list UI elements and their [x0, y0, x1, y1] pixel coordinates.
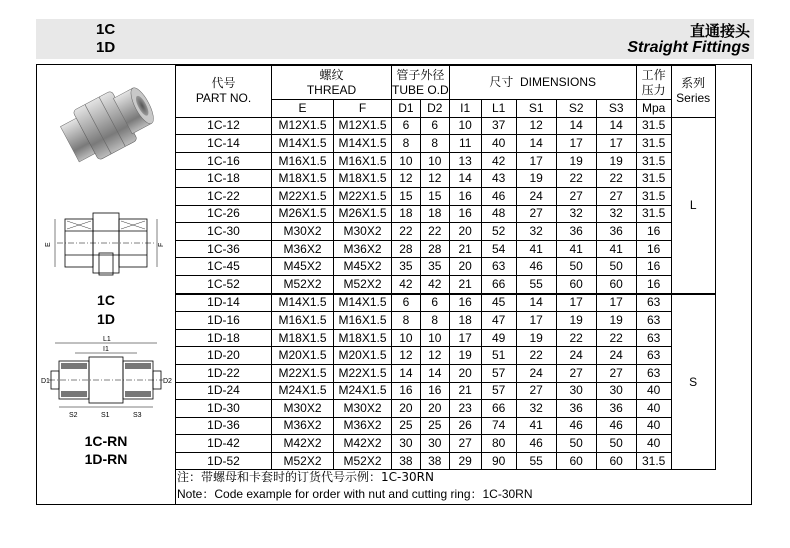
- table-cell: 27: [516, 205, 556, 223]
- part-number-cell: 1C-30: [176, 223, 272, 241]
- table-cell: M42X2: [272, 435, 334, 453]
- table-cell: 20: [449, 364, 481, 382]
- table-row: [176, 258, 716, 276]
- table-cell: 40: [481, 135, 516, 153]
- table-cell: 27: [449, 435, 481, 453]
- drawings-panel: [37, 65, 176, 504]
- dimensions-header: [449, 66, 636, 100]
- table-row: [176, 187, 716, 205]
- tube-od-header-en: TUBE O.D: [392, 82, 449, 97]
- table-cell: 63: [636, 294, 671, 312]
- table-cell: 36: [556, 223, 596, 241]
- part-number-cell: 1C-26: [176, 205, 272, 223]
- part-number-cell: 1C-12: [176, 117, 272, 135]
- table-cell: 80: [481, 435, 516, 453]
- series-cell: S: [671, 294, 715, 470]
- table-cell: 41: [596, 240, 636, 258]
- table-cell: 21: [449, 275, 481, 293]
- table-cell: 50: [596, 258, 636, 276]
- table-cell: 20: [449, 223, 481, 241]
- part-number-cell: 1D-20: [176, 347, 272, 365]
- table-cell: M22X1.5: [272, 187, 334, 205]
- table-cell: 30: [556, 382, 596, 400]
- section-drawing-1c: [37, 203, 175, 288]
- table-row: [176, 117, 716, 135]
- table-cell: 18: [449, 312, 481, 330]
- thread-header: [272, 66, 392, 100]
- table-cell: 17: [516, 312, 556, 330]
- col-mpa-header: Mpa: [636, 100, 671, 118]
- table-row: [176, 435, 716, 453]
- table-cell: 22: [556, 170, 596, 188]
- table-cell: 24: [516, 187, 556, 205]
- table-cell: 41: [556, 240, 596, 258]
- table-cell: 17: [556, 294, 596, 312]
- table-cell: 10: [420, 152, 449, 170]
- tube-od-header: [392, 66, 450, 100]
- table-cell: 42: [392, 275, 421, 293]
- table-cell: 22: [596, 170, 636, 188]
- table-cell: 16: [449, 205, 481, 223]
- table-cell: M36X2: [334, 240, 392, 258]
- table-cell: M52X2: [272, 275, 334, 293]
- table-row: [176, 452, 716, 470]
- table-row: [176, 347, 716, 365]
- table-cell: 48: [481, 205, 516, 223]
- table-cell: 50: [556, 258, 596, 276]
- table-cell: 13: [449, 152, 481, 170]
- table-cell: 17: [449, 329, 481, 347]
- table-cell: 22: [516, 347, 556, 365]
- col-i1-header: I1: [449, 100, 481, 118]
- table-cell: 46: [556, 417, 596, 435]
- table-cell: 20: [449, 258, 481, 276]
- table-cell: 19: [516, 170, 556, 188]
- table-cell: 40: [636, 400, 671, 418]
- part-number-cell: 1D-14: [176, 294, 272, 312]
- part-number-cell: 1C-18: [176, 170, 272, 188]
- table-cell: M36X2: [272, 417, 334, 435]
- part-number-cell: 1C-14: [176, 135, 272, 153]
- part-no-header: [176, 66, 272, 118]
- table-cell: 14: [556, 117, 596, 135]
- col-d2-header: D2: [420, 100, 449, 118]
- table-cell: 31.5: [636, 170, 671, 188]
- table-cell: 52: [481, 223, 516, 241]
- table-cell: M30X2: [334, 400, 392, 418]
- series-cell: L: [671, 117, 715, 293]
- table-cell: 12: [392, 347, 421, 365]
- col-s1-header: S1: [516, 100, 556, 118]
- part-number-cell: 1C-36: [176, 240, 272, 258]
- table-cell: 19: [596, 152, 636, 170]
- series-header-cn: 系列: [681, 76, 706, 91]
- table-cell: 6: [392, 117, 421, 135]
- table-row: [176, 329, 716, 347]
- table-cell: 46: [481, 187, 516, 205]
- col-f-header: F: [334, 100, 392, 118]
- table-cell: 26: [449, 417, 481, 435]
- table-cell: M14X1.5: [334, 135, 392, 153]
- table-cell: 16: [636, 258, 671, 276]
- table-cell: 90: [481, 452, 516, 470]
- table-cell: 22: [392, 223, 421, 241]
- table-cell: 60: [556, 275, 596, 293]
- table-cell: 36: [596, 223, 636, 241]
- table-cell: 18: [420, 205, 449, 223]
- table-cell: 32: [596, 205, 636, 223]
- table-cell: M30X2: [272, 400, 334, 418]
- table-cell: 8: [420, 312, 449, 330]
- dim-e-label: E: [45, 242, 52, 247]
- table-cell: M14X1.5: [272, 294, 334, 312]
- table-cell: 12: [392, 170, 421, 188]
- tube-od-header-cn: 管子外径: [396, 67, 445, 82]
- table-cell: M45X2: [272, 258, 334, 276]
- table-cell: 22: [596, 329, 636, 347]
- table-cell: 16: [636, 223, 671, 241]
- table-cell: 22: [556, 329, 596, 347]
- table-cell: M16X1.5: [272, 152, 334, 170]
- table-cell: 30: [596, 382, 636, 400]
- table-row: [176, 275, 716, 293]
- dim-d1-label: D1: [41, 378, 50, 385]
- dim-l1-label: L1: [103, 336, 111, 343]
- series-header: [671, 66, 715, 118]
- table-cell: 19: [449, 347, 481, 365]
- dim-f-label: F: [158, 242, 165, 247]
- col-l1-header: L1: [481, 100, 516, 118]
- table-cell: M52X2: [334, 452, 392, 470]
- table-cell: M18X1.5: [272, 170, 334, 188]
- table-cell: 10: [392, 152, 421, 170]
- table-cell: 19: [596, 312, 636, 330]
- table-cell: 32: [516, 223, 556, 241]
- table-cell: 54: [481, 240, 516, 258]
- table-cell: 31.5: [636, 205, 671, 223]
- series-l-rows: [176, 117, 716, 293]
- part-no-header-en: PART NO.: [195, 91, 252, 106]
- table-cell: 19: [516, 329, 556, 347]
- title-bar: [36, 19, 754, 59]
- table-cell: 17: [516, 152, 556, 170]
- col-e-header: E: [272, 100, 334, 118]
- table-row: [176, 364, 716, 382]
- pressure-header: [636, 66, 671, 100]
- table-cell: 55: [516, 275, 556, 293]
- table-cell: M42X2: [334, 435, 392, 453]
- table-cell: 17: [596, 135, 636, 153]
- table-cell: 38: [392, 452, 421, 470]
- table-cell: 74: [481, 417, 516, 435]
- part-number-cell: 1C-16: [176, 152, 272, 170]
- table-cell: M36X2: [272, 240, 334, 258]
- part-number-cell: 1D-42: [176, 435, 272, 453]
- label-1d-rn: 1D-RN: [84, 451, 128, 467]
- table-cell: 38: [420, 452, 449, 470]
- thread-header-en: THREAD: [306, 82, 357, 97]
- table-cell: 40: [636, 417, 671, 435]
- table-cell: 15: [392, 187, 421, 205]
- table-cell: 50: [596, 435, 636, 453]
- dim-i1-label: I1: [103, 346, 109, 353]
- table-cell: 43: [481, 170, 516, 188]
- table-row: [176, 152, 716, 170]
- table-cell: 17: [556, 135, 596, 153]
- table-row: [176, 223, 716, 241]
- title-chinese: 直通接头: [689, 22, 750, 40]
- table-cell: M52X2: [334, 275, 392, 293]
- code-1d: 1D: [96, 39, 116, 56]
- table-cell: 46: [596, 417, 636, 435]
- col-s3-header: S3: [596, 100, 636, 118]
- table-cell: 27: [516, 382, 556, 400]
- part-number-cell: 1D-52: [176, 452, 272, 470]
- table-cell: 31.5: [636, 187, 671, 205]
- table-cell: 14: [449, 170, 481, 188]
- code-1c: 1C: [96, 21, 116, 38]
- table-cell: 63: [636, 347, 671, 365]
- table-cell: 16: [392, 382, 421, 400]
- table-cell: 8: [392, 135, 421, 153]
- table-cell: M14X1.5: [272, 135, 334, 153]
- title-english: Straight Fittings: [627, 39, 750, 56]
- note-chinese: 注：带螺母和卡套时的订货代号示例：1C-30RN: [177, 470, 434, 484]
- col-d1-header: D1: [392, 100, 421, 118]
- table-cell: 18: [392, 205, 421, 223]
- table-cell: 57: [481, 364, 516, 382]
- table-cell: 36: [556, 400, 596, 418]
- table-cell: 31.5: [636, 452, 671, 470]
- table-cell: M36X2: [334, 417, 392, 435]
- table-cell: 16: [636, 240, 671, 258]
- table-cell: 31.5: [636, 135, 671, 153]
- table-cell: 27: [596, 364, 636, 382]
- part-number-cell: 1D-18: [176, 329, 272, 347]
- table-cell: 14: [516, 135, 556, 153]
- dim-s2-label: S2: [69, 412, 78, 419]
- table-cell: 14: [516, 294, 556, 312]
- table-cell: 14: [596, 117, 636, 135]
- table-cell: 8: [392, 312, 421, 330]
- table-cell: M18X1.5: [272, 329, 334, 347]
- table-cell: M16X1.5: [334, 152, 392, 170]
- table-cell: M14X1.5: [334, 294, 392, 312]
- table-row: [176, 240, 716, 258]
- series-s-rows: [176, 294, 716, 470]
- table-cell: 27: [596, 187, 636, 205]
- table-cell: 31.5: [636, 152, 671, 170]
- spec-table: [175, 65, 716, 470]
- part-no-header-cn: 代号: [211, 76, 236, 91]
- table-cell: 35: [420, 258, 449, 276]
- table-cell: 30: [392, 435, 421, 453]
- table-cell: M22X1.5: [334, 364, 392, 382]
- table-cell: 60: [596, 275, 636, 293]
- table-cell: 63: [636, 329, 671, 347]
- table-row: [176, 417, 716, 435]
- note-english: Note：Code example for order with nut and cutting ring：1C-30RN: [177, 487, 533, 501]
- table-cell: 6: [420, 117, 449, 135]
- table-row: [176, 312, 716, 330]
- table-cell: 66: [481, 275, 516, 293]
- table-cell: 24: [556, 347, 596, 365]
- table-row: [176, 135, 716, 153]
- table-cell: 6: [420, 294, 449, 312]
- table-cell: 42: [481, 152, 516, 170]
- part-number-cell: 1D-24: [176, 382, 272, 400]
- table-cell: 19: [556, 152, 596, 170]
- table-cell: M30X2: [334, 223, 392, 241]
- table-cell: 10: [420, 329, 449, 347]
- dimensions-header-en: DIMENSIONS: [520, 75, 597, 89]
- table-cell: 63: [636, 364, 671, 382]
- order-note: [175, 469, 751, 503]
- table-row: [176, 170, 716, 188]
- table-cell: 37: [481, 117, 516, 135]
- table-cell: M12X1.5: [334, 117, 392, 135]
- table-cell: 21: [449, 382, 481, 400]
- table-cell: 16: [449, 187, 481, 205]
- table-cell: 15: [420, 187, 449, 205]
- table-cell: 8: [420, 135, 449, 153]
- table-cell: 63: [636, 312, 671, 330]
- table-cell: 40: [636, 435, 671, 453]
- part-number-cell: 1D-36: [176, 417, 272, 435]
- table-cell: M45X2: [334, 258, 392, 276]
- table-row: [176, 382, 716, 400]
- table-cell: M52X2: [272, 452, 334, 470]
- pressure-header-cn1: 工作: [641, 67, 666, 82]
- table-cell: 40: [636, 382, 671, 400]
- table-cell: 66: [481, 400, 516, 418]
- table-cell: 17: [596, 294, 636, 312]
- table-cell: 46: [516, 435, 556, 453]
- table-cell: 14: [392, 364, 421, 382]
- table-cell: M20X1.5: [272, 347, 334, 365]
- part-number-cell: 1D-16: [176, 312, 272, 330]
- table-cell: M26X1.5: [272, 205, 334, 223]
- table-cell: 22: [420, 223, 449, 241]
- table-cell: 60: [596, 452, 636, 470]
- section-drawing-rn: [37, 333, 175, 423]
- table-cell: 63: [481, 258, 516, 276]
- table-cell: 19: [556, 312, 596, 330]
- fitting-photo: [37, 67, 175, 177]
- table-cell: 12: [516, 117, 556, 135]
- table-cell: M12X1.5: [272, 117, 334, 135]
- table-cell: 32: [556, 205, 596, 223]
- table-cell: 24: [516, 364, 556, 382]
- table-cell: 16: [420, 382, 449, 400]
- table-cell: M24X1.5: [272, 382, 334, 400]
- dim-s1-label: S1: [101, 412, 110, 419]
- table-cell: 16: [449, 294, 481, 312]
- part-number-cell: 1D-22: [176, 364, 272, 382]
- table-cell: 49: [481, 329, 516, 347]
- col-s2-header: S2: [556, 100, 596, 118]
- table-cell: 55: [516, 452, 556, 470]
- table-cell: 41: [516, 417, 556, 435]
- table-cell: M26X1.5: [334, 205, 392, 223]
- table-cell: 6: [392, 294, 421, 312]
- series-header-en: Series: [676, 91, 711, 106]
- part-number-cell: 1C-22: [176, 187, 272, 205]
- spec-frame: [36, 64, 752, 505]
- table-cell: 46: [516, 258, 556, 276]
- table-cell: M24X1.5: [334, 382, 392, 400]
- table-cell: M18X1.5: [334, 170, 392, 188]
- table-cell: M30X2: [272, 223, 334, 241]
- table-cell: 27: [556, 364, 596, 382]
- table-cell: 57: [481, 382, 516, 400]
- table-cell: 60: [556, 452, 596, 470]
- table-cell: M18X1.5: [334, 329, 392, 347]
- table-cell: M16X1.5: [334, 312, 392, 330]
- part-number-cell: 1C-52: [176, 275, 272, 293]
- dim-d2-label: D2: [163, 378, 172, 385]
- table-cell: 23: [449, 400, 481, 418]
- table-cell: M20X1.5: [334, 347, 392, 365]
- table-cell: 21: [449, 240, 481, 258]
- table-cell: 36: [596, 400, 636, 418]
- table-cell: 30: [420, 435, 449, 453]
- label-1c: 1C: [97, 292, 115, 308]
- table-cell: 24: [596, 347, 636, 365]
- table-cell: 45: [481, 294, 516, 312]
- table-row: [176, 400, 716, 418]
- part-number-cell: 1D-30: [176, 400, 272, 418]
- table-cell: 28: [420, 240, 449, 258]
- table-cell: 29: [449, 452, 481, 470]
- table-cell: 35: [392, 258, 421, 276]
- table-cell: 31.5: [636, 117, 671, 135]
- dim-s3-label: S3: [133, 412, 142, 419]
- table-cell: 11: [449, 135, 481, 153]
- table-cell: 25: [392, 417, 421, 435]
- table-cell: 42: [420, 275, 449, 293]
- table-cell: M16X1.5: [272, 312, 334, 330]
- table-row: [176, 205, 716, 223]
- table-cell: 12: [420, 170, 449, 188]
- table-cell: 51: [481, 347, 516, 365]
- table-cell: 27: [556, 187, 596, 205]
- table-cell: 14: [420, 364, 449, 382]
- table-cell: M22X1.5: [334, 187, 392, 205]
- table-cell: 50: [556, 435, 596, 453]
- table-cell: 10: [449, 117, 481, 135]
- table-cell: 20: [392, 400, 421, 418]
- dimensions-header-cn: 尺寸: [489, 75, 514, 89]
- part-number-cell: 1C-45: [176, 258, 272, 276]
- pressure-header-cn2: 压力: [641, 82, 666, 97]
- table-cell: 25: [420, 417, 449, 435]
- table-cell: 12: [420, 347, 449, 365]
- table-cell: M22X1.5: [272, 364, 334, 382]
- table-cell: 32: [516, 400, 556, 418]
- table-cell: 28: [392, 240, 421, 258]
- table-cell: 47: [481, 312, 516, 330]
- table-cell: 41: [516, 240, 556, 258]
- table-cell: 16: [636, 275, 671, 293]
- thread-header-cn: 螺纹: [319, 67, 344, 82]
- table-cell: 10: [392, 329, 421, 347]
- label-1c-rn: 1C-RN: [84, 433, 128, 449]
- label-1d: 1D: [97, 311, 115, 327]
- table-row: [176, 294, 716, 312]
- table-cell: 20: [420, 400, 449, 418]
